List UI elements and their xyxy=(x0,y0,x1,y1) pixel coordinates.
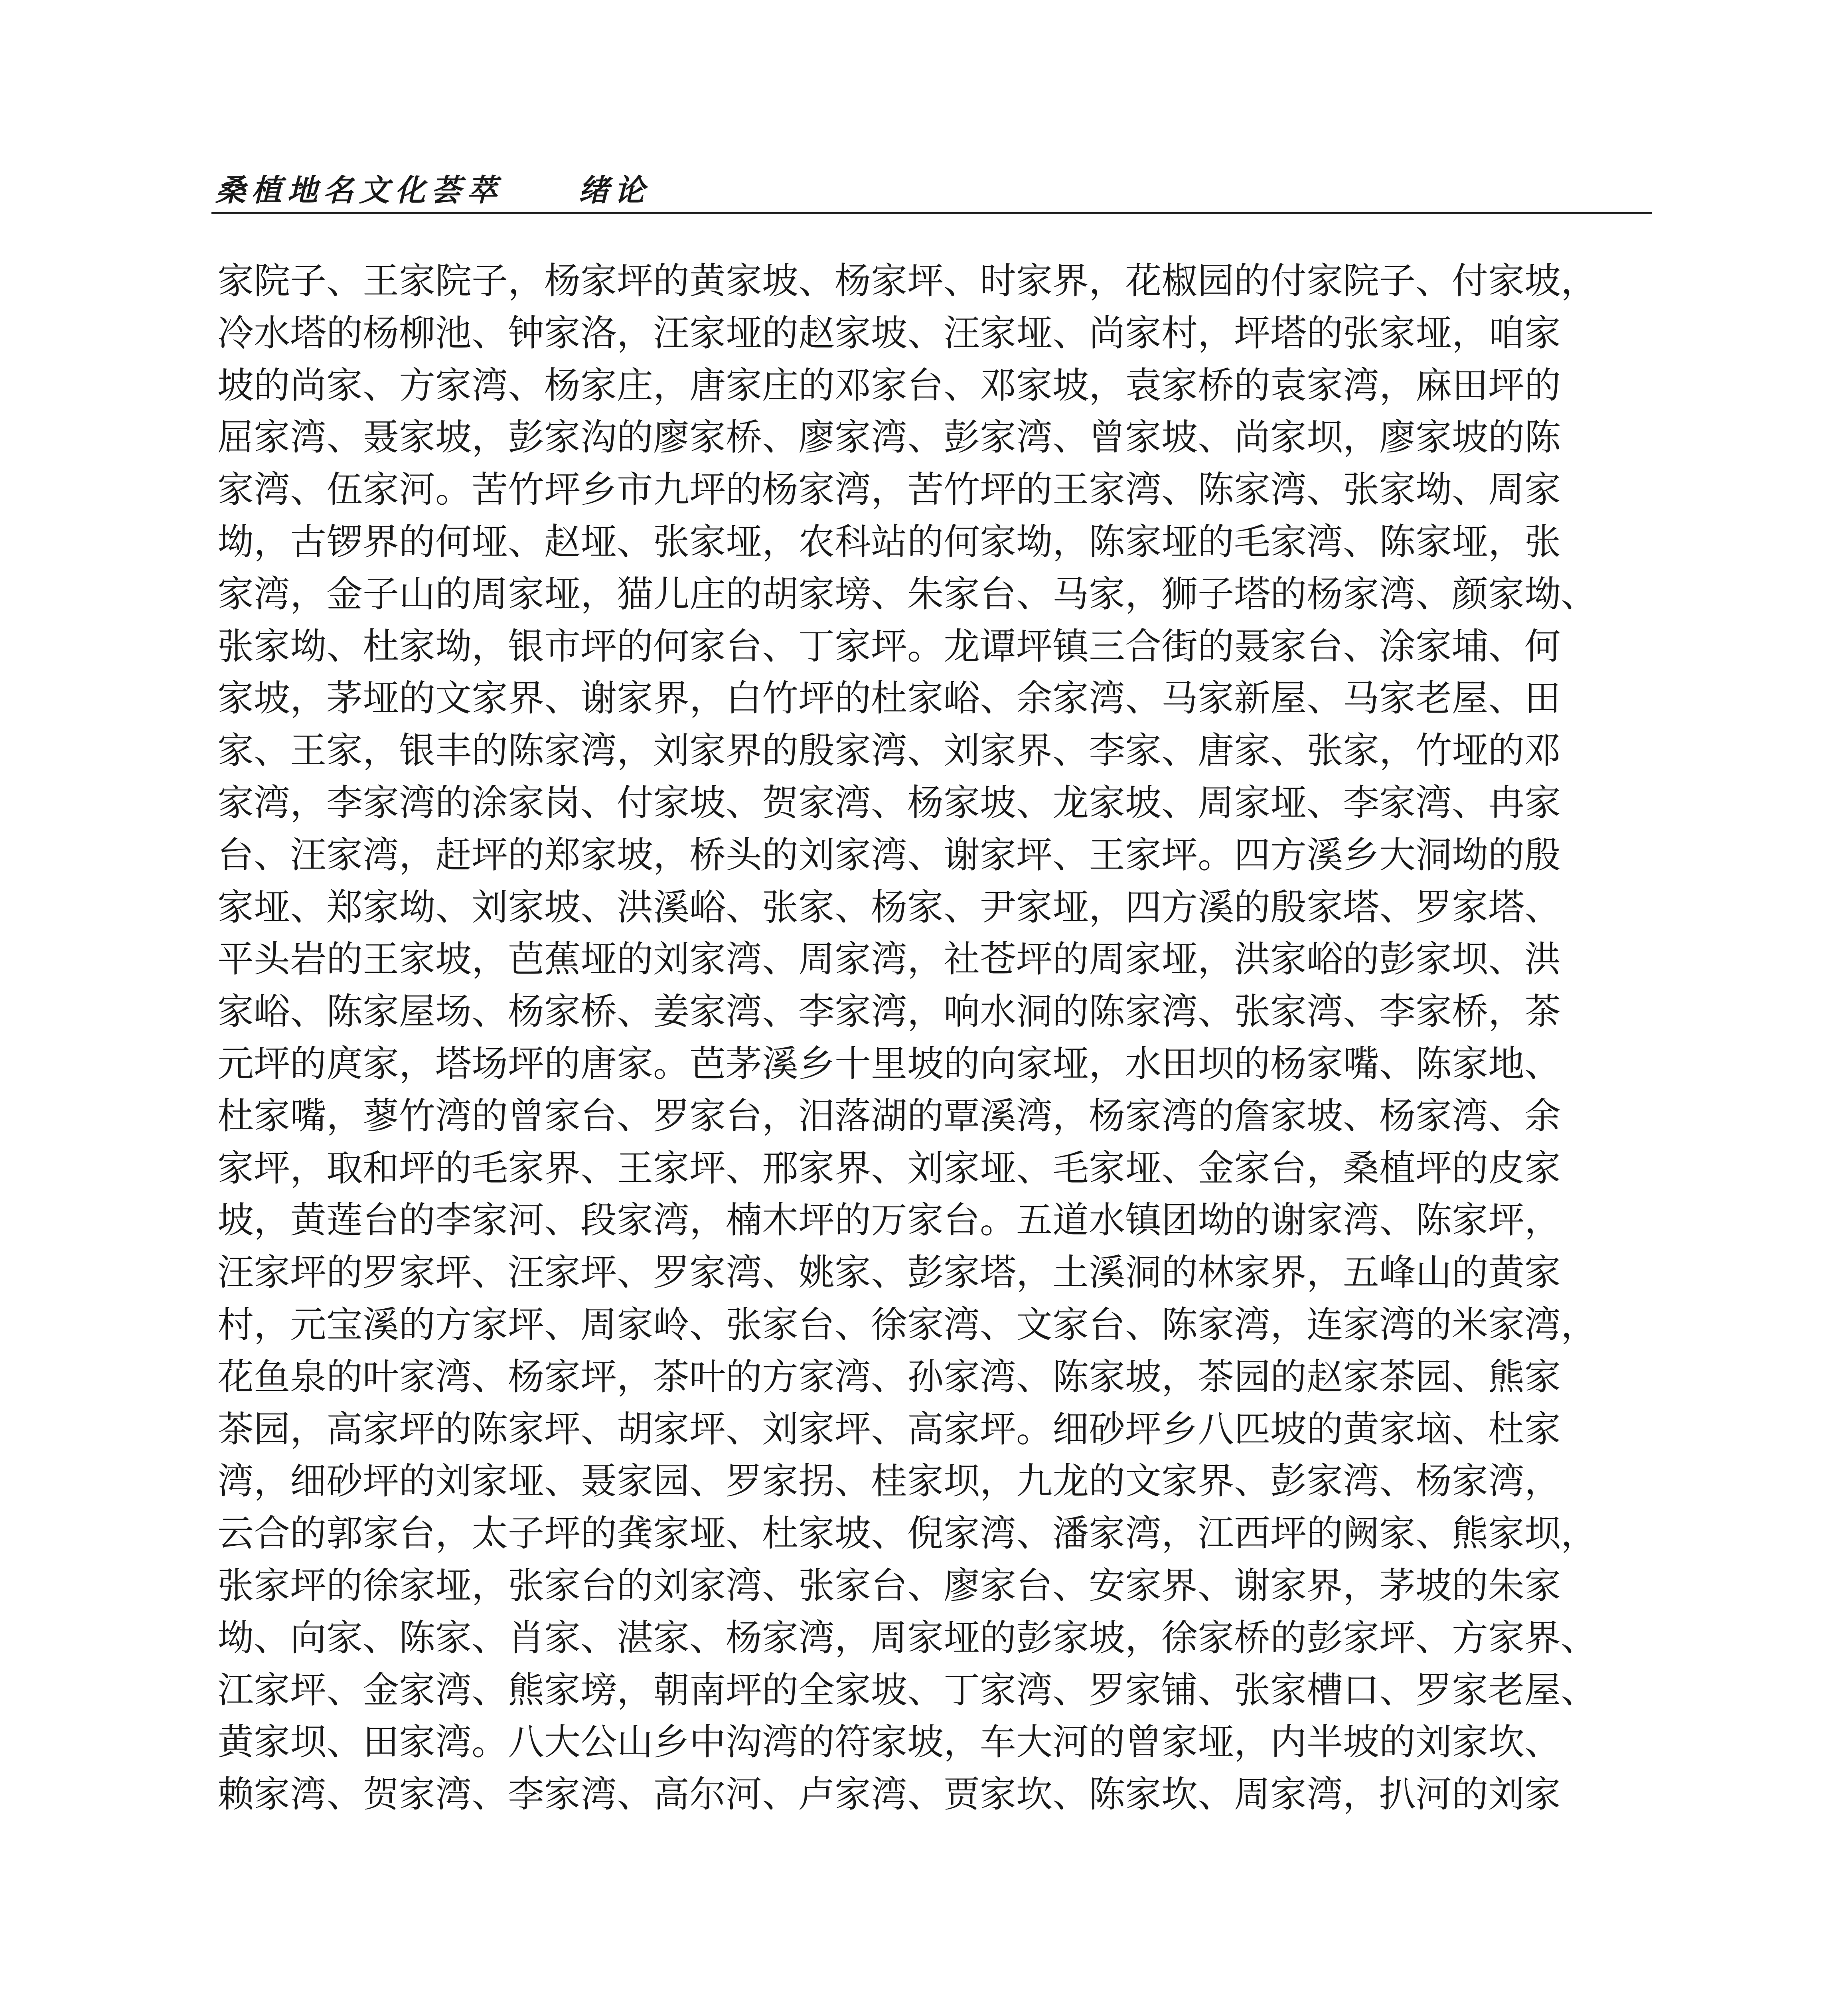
text-line: 家坡，茅垭的文家界、谢家界，白竹坪的杜家峪、余家湾、马家新屋、马家老屋、田 xyxy=(217,678,1561,720)
text-line: 坳，古锣界的何垭、赵垭、张家垭，农科站的何家坳，陈家垭的毛家湾、陈家垭，张 xyxy=(217,521,1561,563)
text-line: 杜家嘴，蓼竹湾的曾家台、罗家台，汨落湖的覃溪湾，杨家湾的詹家坡、杨家湾、余 xyxy=(217,1095,1561,1137)
text-line: 家峪、陈家屋场、杨家桥、姜家湾、李家湾，响水洞的陈家湾、张家湾、李家桥，茶 xyxy=(217,991,1561,1033)
text-line: 家、王家，银丰的陈家湾，刘家界的殷家湾、刘家界、李家、唐家、张家，竹垭的邓 xyxy=(217,730,1561,772)
text-line: 黄家坝、田家湾。八大公山乡中沟湾的符家坡，车大河的曾家垭，内半坡的刘家坎、 xyxy=(217,1721,1561,1764)
text-line: 家湾、伍家河。苦竹坪乡市九坪的杨家湾，苦竹坪的王家湾、陈家湾、张家坳、周家 xyxy=(217,469,1561,511)
text-line: 云合的郭家台，太子坪的龚家垭、杜家坡、倪家湾、潘家湾，江西坪的阙家、熊家坝， xyxy=(217,1513,1597,1555)
text-line: 村，元宝溪的方家坪、周家岭、张家台、徐家湾、文家台、陈家湾，连家湾的米家湾， xyxy=(217,1304,1597,1346)
text-line: 家院子、王家院子，杨家坪的黄家坡、杨家坪、时家界，花椒园的付家院子、付家坡， xyxy=(217,260,1597,302)
text-line: 坡的尚家、方家湾、杨家庄，唐家庄的邓家台、邓家坡，袁家桥的袁家湾，麻田坪的 xyxy=(217,364,1561,407)
running-header xyxy=(215,166,1652,209)
text-line: 家湾，李家湾的涂家岗、付家坡、贺家湾、杨家坡、龙家坡、周家垭、李家湾、冉家 xyxy=(217,782,1561,824)
section-title: 绪论 xyxy=(578,172,650,208)
text-line: 茶园，高家坪的陈家坪、胡家坪、刘家坪、高家坪。细砂坪乡八匹坡的黄家垴、杜家 xyxy=(217,1408,1561,1450)
text-line: 冷水塔的杨柳池、钟家洛，汪家垭的赵家坡、汪家垭、尚家村，坪塔的张家垭，咱家 xyxy=(217,312,1561,354)
text-line: 赖家湾、贺家湾、李家湾、高尔河、卢家湾、贾家坎、陈家坎、周家湾，扒河的刘家 xyxy=(217,1774,1561,1816)
text-line: 屈家湾、聂家坡，彭家沟的廖家桥、廖家湾、彭家湾、曾家坡、尚家坝，廖家坡的陈 xyxy=(217,417,1561,459)
text-line: 家湾，金子山的周家垭，猫儿庄的胡家塝、朱家台、马家，狮子塔的杨家湾、颜家坳、 xyxy=(217,573,1597,615)
text-line: 台、汪家湾，赶坪的郑家坡，桥头的刘家湾、谢家坪、王家坪。四方溪乡大洞坳的殷 xyxy=(217,834,1561,876)
header-rule xyxy=(211,212,1652,214)
text-line: 元坪的庹家，塔场坪的唐家。芭茅溪乡十里坡的向家垭，水田坝的杨家嘴、陈家地、 xyxy=(217,1043,1561,1085)
text-line: 花鱼泉的叶家湾、杨家坪，茶叶的方家湾、孙家湾、陈家坡，茶园的赵家茶园、熊家 xyxy=(217,1356,1561,1398)
text-line: 张家坳、杜家坳，银市坪的何家台、丁家坪。龙谭坪镇三合街的聂家台、涂家埔、何 xyxy=(217,625,1561,668)
text-line: 家坪，取和坪的毛家界、王家坪、邢家界、刘家垭、毛家垭、金家台，桑植坪的皮家 xyxy=(217,1147,1561,1189)
text-line: 江家坪、金家湾、熊家塝，朝南坪的全家坡、丁家湾、罗家铺、张家槽口、罗家老屋、 xyxy=(217,1669,1597,1711)
text-line: 湾，细砂坪的刘家垭、聂家园、罗家拐、桂家坝，九龙的文家界、彭家湾、杨家湾， xyxy=(217,1460,1561,1503)
text-line: 平头岩的王家坡，芭蕉垭的刘家湾、周家湾，社苍坪的周家垭，洪家峪的彭家坝、洪 xyxy=(217,938,1561,981)
text-line: 张家坪的徐家垭，张家台的刘家湾、张家台、廖家台、安家界、谢家界，茅坡的朱家 xyxy=(217,1564,1561,1607)
text-line: 汪家坪的罗家坪、汪家坪、罗家湾、姚家、彭家塔，土溪洞的林家界，五峰山的黄家 xyxy=(217,1252,1561,1294)
text-line: 家垭、郑家坳、刘家坡、洪溪峪、张家、杨家、尹家垭，四方溪的殷家塔、罗家塔、 xyxy=(217,886,1561,928)
text-line: 坳、向家、陈家、肖家、湛家、杨家湾，周家垭的彭家坡，徐家桥的彭家坪、方家界、 xyxy=(217,1617,1597,1659)
body-text xyxy=(217,255,1638,1821)
text-line: 坡，黄莲台的李家河、段家湾，楠木坪的万家台。五道水镇团坳的谢家湾、陈家坪， xyxy=(217,1199,1561,1242)
book-title: 桑植地名文化荟萃 xyxy=(215,172,503,208)
